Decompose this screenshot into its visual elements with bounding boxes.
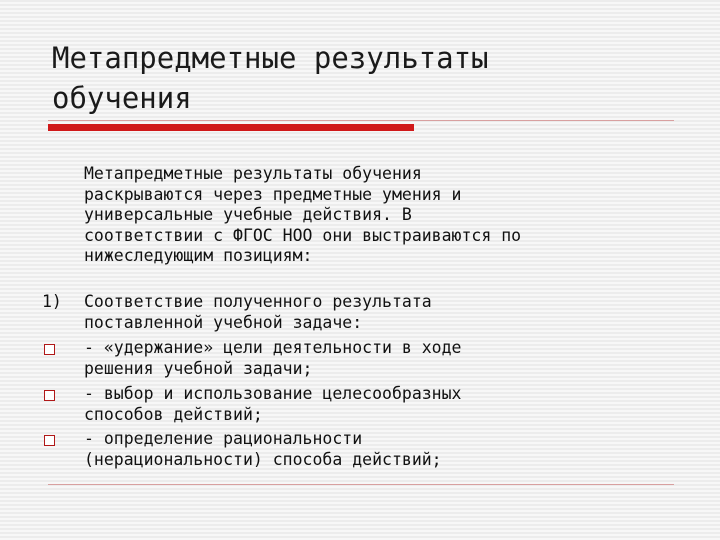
footer-divider-line xyxy=(48,484,674,485)
square-bullet-icon xyxy=(44,344,55,355)
square-bullet-icon xyxy=(44,435,55,446)
bullet-item: - выбор и использование целесообразных способов действий; xyxy=(84,384,462,424)
slide-title: Метапредметные результаты обучения xyxy=(52,41,489,115)
bullet-item: - «удержание» цели деятельности в ходе решения учебной задачи; xyxy=(84,338,462,378)
intro-paragraph: Метапредметные результаты обучения раскрываются через предметные умения и универсальные учебные действия. В соответствии с ФГОС НОО они выстраиваются по нижеследующим позициям: xyxy=(84,164,522,265)
numbered-list-marker: 1) xyxy=(42,292,62,311)
square-bullet-icon xyxy=(44,390,55,401)
title-divider-line xyxy=(48,120,674,121)
title-accent-bar xyxy=(48,124,414,131)
numbered-list-item: Соответствие полученного результата поставленной учебной задаче: xyxy=(84,292,432,332)
bullet-item: - определение рациональности (нерациональности) способа действий; xyxy=(84,429,442,469)
